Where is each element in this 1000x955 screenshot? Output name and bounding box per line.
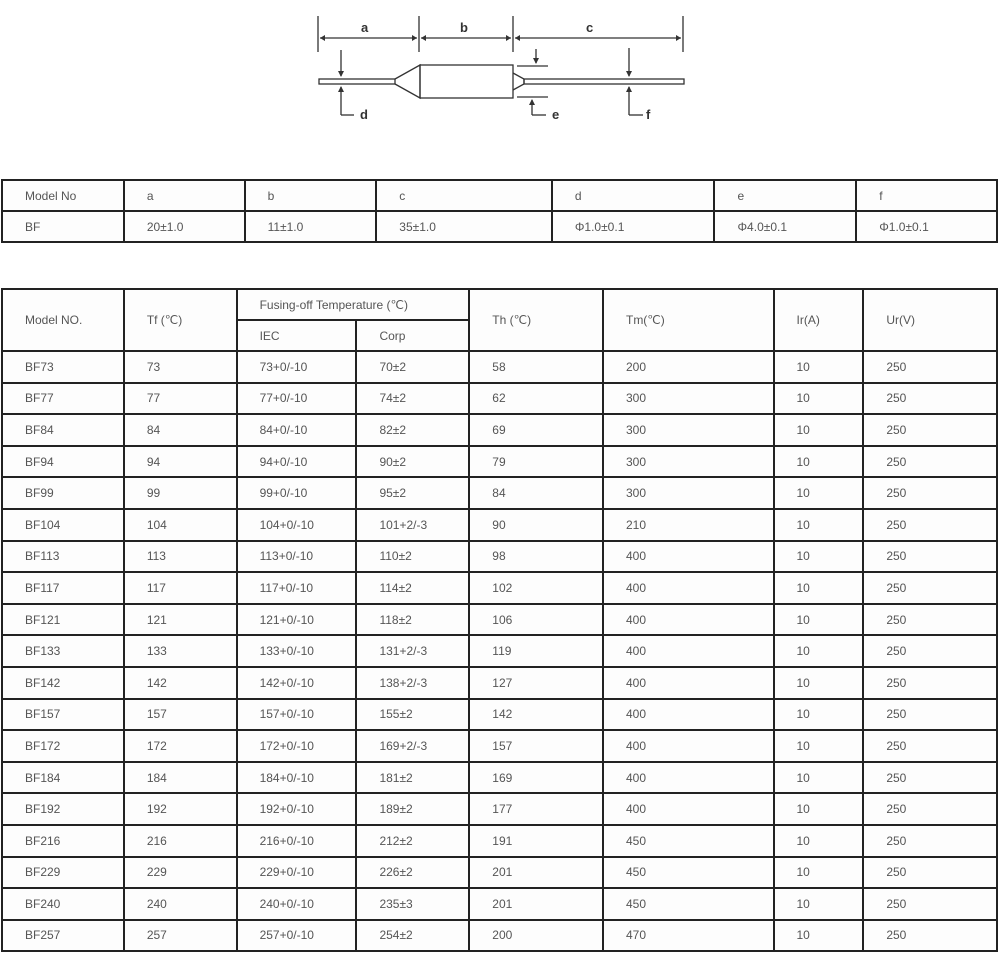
cell: 11±1.0 [245,211,377,242]
cell-iec: 172+0/-10 [237,730,357,762]
cell: Φ1.0±0.1 [856,211,997,242]
cell-model: BF192 [2,793,124,825]
cell-th: 62 [469,383,603,415]
cell-corp: 138+2/-3 [356,667,469,699]
cell-model: BF84 [2,414,124,446]
cell-model: BF133 [2,635,124,667]
cell-tm: 400 [603,667,774,699]
cell-corp: 114±2 [356,572,469,604]
header-iec: IEC [237,320,357,351]
cell-corp: 235±3 [356,888,469,920]
cell-tf: 172 [124,730,237,762]
specification-table [1,288,998,952]
cell-corp: 90±2 [356,446,469,478]
cell-corp: 155±2 [356,699,469,731]
cell-ur: 250 [863,920,997,952]
cell-ir: 10 [774,825,864,857]
cell-model: BF113 [2,541,124,573]
cell-corp: 82±2 [356,414,469,446]
cell-iec: 192+0/-10 [237,793,357,825]
cell-iec: 77+0/-10 [237,383,357,415]
cell-tf: 142 [124,667,237,699]
cell-tm: 450 [603,888,774,920]
dimension-label-f: f [646,107,651,122]
cell-iec: 229+0/-10 [237,857,357,889]
cell-model: BF94 [2,446,124,478]
cell-model: BF216 [2,825,124,857]
cell-th: 142 [469,699,603,731]
cell-tf: 113 [124,541,237,573]
cell-ur: 250 [863,825,997,857]
cell-iec: 73+0/-10 [237,351,357,383]
cell-tm: 470 [603,920,774,952]
header-corp: Corp [356,320,469,351]
cell-ir: 10 [774,351,864,383]
cell-model: BF99 [2,477,124,509]
cell-tm: 400 [603,604,774,636]
table-row [2,604,997,636]
cell-iec: 257+0/-10 [237,920,357,952]
cell-ir: 10 [774,888,864,920]
cell-th: 90 [469,509,603,541]
cell-tf: 77 [124,383,237,415]
cell-tm: 450 [603,857,774,889]
table-row [2,509,997,541]
cell-iec: 117+0/-10 [237,572,357,604]
cell-model: BF73 [2,351,124,383]
cell: Φ1.0±0.1 [552,211,715,242]
cell-tf: 73 [124,351,237,383]
cell-ir: 10 [774,477,864,509]
cell-tf: 94 [124,446,237,478]
cell-th: 201 [469,888,603,920]
cell-th: 169 [469,762,603,794]
cell-corp: 131+2/-3 [356,635,469,667]
cell-model: BF240 [2,888,124,920]
header-ur: Ur(V) [863,289,997,351]
spec-header-row [2,289,997,320]
cell-ur: 250 [863,383,997,415]
cell-ur: 250 [863,793,997,825]
cell-iec: 104+0/-10 [237,509,357,541]
cell-iec: 240+0/-10 [237,888,357,920]
dimension-label-e: e [552,107,560,122]
cell-iec: 216+0/-10 [237,825,357,857]
cell-corp: 181±2 [356,762,469,794]
cell-tm: 450 [603,825,774,857]
table-row [2,699,997,731]
cell-corp: 95±2 [356,477,469,509]
cell-iec: 142+0/-10 [237,667,357,699]
cell-tm: 400 [603,793,774,825]
cell-corp: 70±2 [356,351,469,383]
cell-tf: 104 [124,509,237,541]
header-cell: e [714,180,856,211]
cell-ur: 250 [863,572,997,604]
cell-iec: 133+0/-10 [237,635,357,667]
cell-ir: 10 [774,730,864,762]
cell-ur: 250 [863,477,997,509]
cell-ir: 10 [774,414,864,446]
cell-ur: 250 [863,541,997,573]
cell-th: 127 [469,667,603,699]
cell-tm: 210 [603,509,774,541]
cell: 20±1.0 [124,211,245,242]
header-tf: Tf (℃) [124,289,237,351]
header-ir: Ir(A) [774,289,864,351]
cell-ir: 10 [774,793,864,825]
cell-model: BF257 [2,920,124,952]
table-row [2,730,997,762]
cell-tf: 192 [124,793,237,825]
dimension-label-b: b [460,20,468,35]
cell-th: 157 [469,730,603,762]
cell-model: BF229 [2,857,124,889]
cell-th: 84 [469,477,603,509]
table-row [2,351,997,383]
table-row [2,572,997,604]
cell-iec: 121+0/-10 [237,604,357,636]
cell-tf: 257 [124,920,237,952]
table-row [2,793,997,825]
table-row [2,383,997,415]
table-row [2,414,997,446]
header-th: Th (℃) [469,289,603,351]
cell-th: 106 [469,604,603,636]
cell-tf: 216 [124,825,237,857]
cell-corp: 118±2 [356,604,469,636]
cell: BF [2,211,124,242]
cell-ur: 250 [863,446,997,478]
cell-th: 177 [469,793,603,825]
cell-tf: 84 [124,414,237,446]
dimension-header-row [2,180,997,211]
cell-corp: 101+2/-3 [356,509,469,541]
cell-ur: 250 [863,699,997,731]
cell-tm: 400 [603,762,774,794]
cell-tf: 240 [124,888,237,920]
table-row [2,920,997,952]
cell-th: 102 [469,572,603,604]
cell-th: 191 [469,825,603,857]
cell-tf: 121 [124,604,237,636]
cell-ur: 250 [863,857,997,889]
table-row [2,667,997,699]
cell-th: 98 [469,541,603,573]
table-row [2,888,997,920]
cell-model: BF104 [2,509,124,541]
cell-corp: 189±2 [356,793,469,825]
cell-ur: 250 [863,667,997,699]
cell-ir: 10 [774,920,864,952]
cell-tm: 300 [603,477,774,509]
cell-th: 79 [469,446,603,478]
table-row [2,211,997,242]
cell-ur: 250 [863,730,997,762]
cell-iec: 184+0/-10 [237,762,357,794]
header-cell: b [245,180,377,211]
table-row [2,762,997,794]
cell-iec: 113+0/-10 [237,541,357,573]
cell-ir: 10 [774,762,864,794]
cell-corp: 169+2/-3 [356,730,469,762]
cell-ir: 10 [774,635,864,667]
cell-tf: 133 [124,635,237,667]
cell-model: BF117 [2,572,124,604]
cell-tm: 400 [603,572,774,604]
header-tm: Tm(℃) [603,289,774,351]
cell-ir: 10 [774,857,864,889]
cell-tm: 400 [603,699,774,731]
cell-corp: 110±2 [356,541,469,573]
cell-model: BF121 [2,604,124,636]
cell-model: BF157 [2,699,124,731]
cell-tm: 300 [603,414,774,446]
cell: 35±1.0 [376,211,552,242]
header-cell: Model No [2,180,124,211]
cell-ir: 10 [774,446,864,478]
cell-ir: 10 [774,667,864,699]
header-model: Model NO. [2,289,124,351]
cell-tm: 400 [603,635,774,667]
cell-corp: 212±2 [356,825,469,857]
cell-th: 69 [469,414,603,446]
cell-ir: 10 [774,509,864,541]
table-row [2,825,997,857]
cell-iec: 94+0/-10 [237,446,357,478]
cell-tm: 200 [603,351,774,383]
header-fusing-temperature: Fusing-off Temperature (℃) [237,289,470,320]
cell-corp: 254±2 [356,920,469,952]
cell-ur: 250 [863,351,997,383]
cell-iec: 99+0/-10 [237,477,357,509]
cell-tm: 300 [603,383,774,415]
cell-corp: 226±2 [356,857,469,889]
cell-tm: 300 [603,446,774,478]
header-cell: c [376,180,552,211]
cell-tf: 99 [124,477,237,509]
cell-ir: 10 [774,699,864,731]
table-row [2,541,997,573]
table-row [2,857,997,889]
cell-model: BF184 [2,762,124,794]
table-row [2,635,997,667]
cell-th: 200 [469,920,603,952]
cell-tm: 400 [603,730,774,762]
cell-th: 119 [469,635,603,667]
cell-th: 201 [469,857,603,889]
cell-ir: 10 [774,572,864,604]
dimension-label-a: a [361,20,369,35]
cell-corp: 74±2 [356,383,469,415]
cell-model: BF142 [2,667,124,699]
header-cell: d [552,180,715,211]
cell-ur: 250 [863,635,997,667]
table-row [2,477,997,509]
cell-tf: 117 [124,572,237,604]
cell-tf: 157 [124,699,237,731]
cell: Φ4.0±0.1 [714,211,856,242]
cell-ur: 250 [863,509,997,541]
dimension-table [1,179,998,243]
cell-tf: 184 [124,762,237,794]
table-row [2,446,997,478]
dimension-label-c: c [586,20,594,35]
cell-ir: 10 [774,604,864,636]
cell-model: BF172 [2,730,124,762]
cell-th: 58 [469,351,603,383]
cell-tf: 229 [124,857,237,889]
cell-ir: 10 [774,383,864,415]
cell-ur: 250 [863,888,997,920]
cell-ur: 250 [863,762,997,794]
header-cell: a [124,180,245,211]
header-cell: f [856,180,997,211]
cell-ur: 250 [863,414,997,446]
cell-ur: 250 [863,604,997,636]
cell-iec: 157+0/-10 [237,699,357,731]
cell-iec: 84+0/-10 [237,414,357,446]
cell-tm: 400 [603,541,774,573]
cell-model: BF77 [2,383,124,415]
dimension-label-d: d [360,107,368,122]
thermal-fuse-dimension-diagram [310,10,700,130]
cell-ir: 10 [774,541,864,573]
